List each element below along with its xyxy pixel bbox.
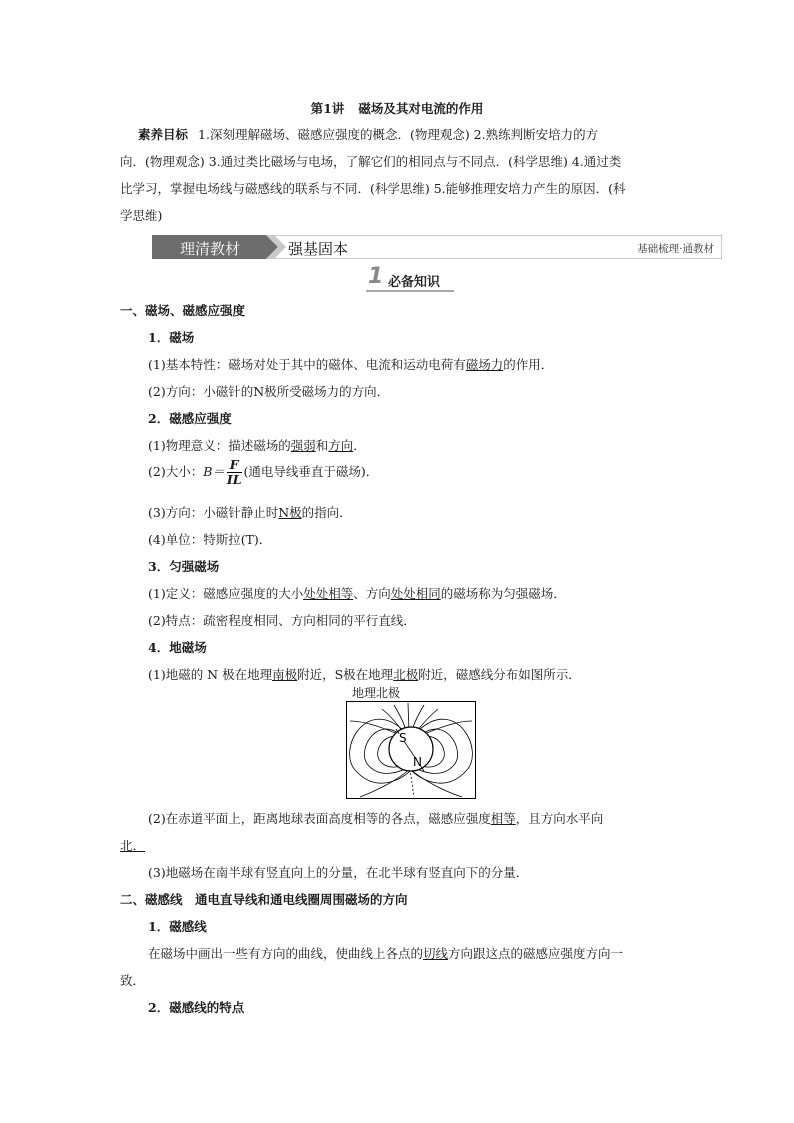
section-number: 1 [368,264,384,289]
sub-heading-field-line-features: 2．磁感线的特点 [148,1000,245,1015]
banner-middle-text: 强基固本 [288,240,349,258]
goals-label: 素养目标 [138,127,189,142]
heading-one: 一、磁场、磁感应强度 [120,303,246,318]
formula-line: (2)大小：B＝ $\frac{F}{IL}$ (通电导线垂直于磁场)． [148,457,379,487]
lesson-title: 第1讲 磁场及其对电流的作用 [310,101,484,116]
text-line: (1)基本特性：磁场对处于其中的磁体、电流和运动电荷有磁场力的作用． [148,357,554,372]
banner-right-text: 基础梳理·通教材 [637,243,714,255]
section-underline [366,290,454,292]
text-line: (1)地磁的 N 极在地理南极附近，S极在地理北极附近，磁感线分布如图所示． [148,667,581,682]
text-line: (4)单位：特斯拉(T)． [148,532,272,547]
text-line: (3)方向：小磁针静止时N极的指向． [148,505,352,520]
sub-heading-induction: 2．磁感应强度 [148,411,232,426]
text-line: (2)在赤道平面上，距离地球表面高度相等的各点，磁感应强度相等，且方向水平向 [148,811,604,826]
text-line: (1)定义：磁感应强度的大小处处相等、方向处处相同的磁场称为匀强磁场． [148,586,566,601]
sub-heading-uniform-field: 3．匀强磁场 [148,559,220,574]
text-line: (3)地磁场在南半球有竖直向上的分量，在北半球有竖直向下的分量． [148,865,529,880]
section-heading [366,266,454,292]
sub-heading-field-lines: 1．磁感线 [148,919,207,934]
field-lines-diagram [346,701,476,799]
text-line: (1)物理意义：描述磁场的强弱和方向． [148,438,366,453]
formula-fraction: $\frac{F}{IL}$ [226,457,242,487]
sub-heading-earth-field: 4．地磁场 [148,640,207,655]
heading-two: 二、磁感线 通电直导线和通电线圈周围磁场的方向 [120,892,408,907]
banner-left-text: 理清教材 [180,240,241,258]
text-line: 致． [120,973,146,988]
text-line: 在磁场中画出一些有方向的曲线，使曲线上各点的切线方向跟这点的磁感应强度方向一 [148,946,624,961]
text-line: 北． [120,838,146,853]
north-pole-label: N [413,755,422,769]
learning-goals: 素养目标 1.深刻理解磁场、磁感应强度的概念．(物理观念) 2.熟练判断安培力的方 向．(物理观念) 3.通过类比磁场与电场，了解它们的相同点与不同点．(科学思维) 4.通过类 比学习，掌握电场线与磁感线的联系与不同．(科学思维) 5.能够推理安培力产生的原因．(科 学思维) [120,127,626,223]
sub-heading-magnetic-field: 1．磁场 [148,330,195,345]
text-line: (2)方向：小磁针的N极所受磁场力的方向． [148,384,390,399]
section-banner [152,235,722,259]
earth-circle [389,727,433,771]
earth-magnetic-field-figure [346,701,476,803]
south-pole-label: S [399,731,407,745]
text-line: (2)特点：疏密程度相同、方向相同的平行直线． [148,613,416,628]
section-heading-text: 必备知识 [388,275,441,290]
figure-caption: 地理北极 [352,686,401,700]
